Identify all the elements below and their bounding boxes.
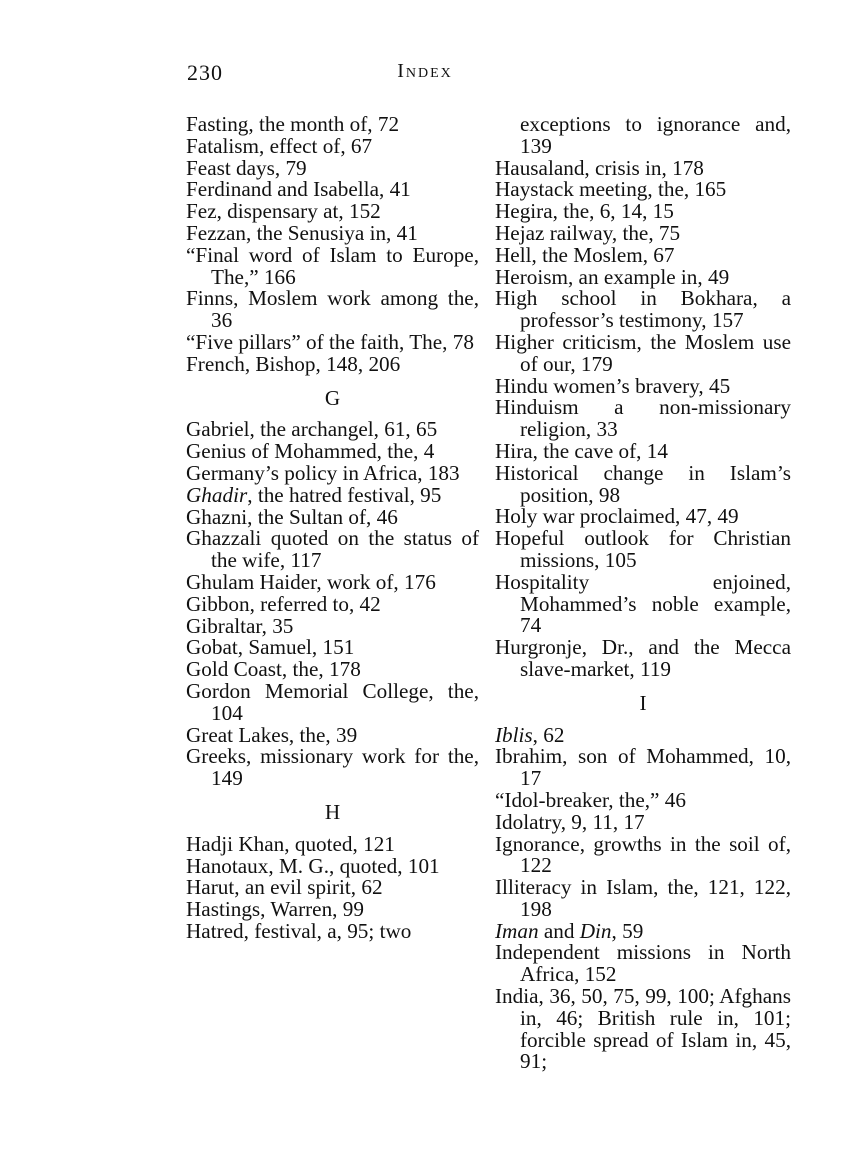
index-entry-text: Hurgronje, Dr., and the Mecca slave-market, 119 xyxy=(495,635,791,681)
index-entry xyxy=(186,329,479,354)
index-entry-text: , 59 xyxy=(611,918,644,943)
index-column-right xyxy=(495,114,791,1073)
index-entry xyxy=(495,242,791,267)
index-entry-text: Gold Coast, the, 178 xyxy=(186,657,361,682)
index-entry-text: Hausaland, crisis in, 178 xyxy=(495,155,704,180)
index-entry xyxy=(186,659,479,681)
index-term-italic: Iman xyxy=(495,918,539,943)
index-entry xyxy=(186,831,479,856)
index-entry-text: Fasting, the month of, 72 xyxy=(186,112,400,136)
index-entry-text: Ghazzali quoted on the status of the wife, 117 xyxy=(186,526,479,573)
index-entry-text: Hindu women’s bravery, 45 xyxy=(495,373,731,398)
section-letter: I xyxy=(639,690,647,715)
index-entry xyxy=(495,179,791,201)
index-entry-text: Germany’s policy in Africa, 183 xyxy=(186,460,460,485)
index-entry-text: Illiteracy in Islam, the, 121, 122, 198 xyxy=(495,875,791,921)
index-entry-text: “Idol-breaker, the,” 46 xyxy=(495,787,686,812)
page-header xyxy=(0,60,850,90)
index-entry xyxy=(186,133,479,158)
index-entry xyxy=(186,678,479,725)
index-entry xyxy=(186,746,479,790)
index-entry-text: Higher criticism, the Moslem use of our, 179 xyxy=(495,329,791,376)
index-entry-text: Hegira, the, 6, 14, 15 xyxy=(495,199,674,224)
index-term-italic: Din xyxy=(579,918,612,943)
index-entry-text: exceptions to ignorance and, 139 xyxy=(520,112,791,158)
index-entry-text: Gibbon, referred to, 42 xyxy=(186,591,381,616)
index-entry-text: Harut, an evil spirit, 62 xyxy=(186,875,383,900)
index-entry xyxy=(186,504,479,529)
index-entry xyxy=(495,809,791,834)
index-entry-text: Holy war proclaimed, 47, 49 xyxy=(495,504,739,529)
index-entry-text: Great Lakes, the, 39 xyxy=(186,722,358,747)
index-entry xyxy=(495,528,791,572)
index-entry xyxy=(186,591,479,616)
index-entry-text: Ferdinand and Isabella, 41 xyxy=(186,177,411,202)
index-entry-text: Finns, Moslem work among the, 36 xyxy=(186,286,479,333)
index-entry xyxy=(186,460,479,485)
index-entry-text: Hospitality enjoined, Mohammed’s noble example, 74 xyxy=(495,569,791,638)
index-entry xyxy=(495,201,791,223)
index-entry-text: Hejaz railway, the, 75 xyxy=(495,220,681,245)
index-entry-text: Hira, the cave of, 14 xyxy=(495,438,668,463)
index-entry xyxy=(495,877,791,921)
index-entry xyxy=(186,853,479,878)
index-entry xyxy=(186,419,479,441)
index-entry-text: Fatalism, effect of, 67 xyxy=(186,133,373,158)
index-entry-text: French, Bishop, 148, 206 xyxy=(186,351,401,376)
index-entry xyxy=(495,746,791,790)
index-entry xyxy=(186,637,479,659)
index-entry xyxy=(186,155,479,180)
index-entry xyxy=(495,506,791,528)
index-entry-text: Idolatry, 9, 11, 17 xyxy=(495,809,645,834)
section-letter: H xyxy=(324,799,341,824)
index-entry-text: Gordon Memorial College, the, 104 xyxy=(186,678,479,725)
index-entry xyxy=(186,877,479,899)
index-entry xyxy=(495,220,791,245)
index-entry-text: Gabriel, the archangel, 61, 65 xyxy=(186,417,438,442)
index-entry xyxy=(186,918,479,943)
index-entry-text: Feast days, 79 xyxy=(186,155,307,180)
index-entry-text: “Final word of Islam to Europe, The,” 166 xyxy=(186,242,479,289)
index-entry-text: Genius of Mohammed, the, 4 xyxy=(186,439,435,464)
index-entry-text: Ignorance, growths in the soil of, 122 xyxy=(495,831,791,878)
index-entry-text: Ghulam Haider, work of, 176 xyxy=(186,569,436,594)
index-entry xyxy=(495,722,791,747)
index-entry-text: High school in Bokhara, a professor’s testimony, 157 xyxy=(495,286,791,333)
index-entry xyxy=(186,569,479,594)
index-entry xyxy=(495,918,791,943)
index-entry-text: Ghazni, the Sultan of, 46 xyxy=(186,504,398,529)
index-entry-text: Fez, dispensary at, 152 xyxy=(186,199,381,224)
index-entry xyxy=(495,569,791,638)
index-entry xyxy=(186,114,479,136)
index-entry-text: Hopeful outlook for Christian missions, 105 xyxy=(495,526,791,572)
index-entry-text: Hatred, festival, a, 95; two xyxy=(186,918,412,943)
index-entry-text: and xyxy=(538,918,580,943)
index-entry-text: , the hatred festival, 95 xyxy=(247,482,442,507)
index-entry xyxy=(495,288,791,332)
index-entry-text: Hinduism a non-missionary religion, 33 xyxy=(495,395,791,442)
index-entry xyxy=(186,899,479,921)
index-entry-text: Ibrahim, son of Mohammed, 10, 17 xyxy=(495,744,791,791)
index-entry xyxy=(186,179,479,201)
index-entry xyxy=(186,441,479,463)
index-entry xyxy=(186,351,479,376)
index-entry xyxy=(495,637,791,681)
index-entry xyxy=(186,722,479,747)
section-letter: G xyxy=(324,385,341,410)
index-entry xyxy=(186,528,479,572)
index-entry xyxy=(495,397,791,441)
index-entry xyxy=(495,155,791,180)
index-entry-continuation xyxy=(495,114,791,158)
index-entry xyxy=(186,201,479,223)
index-term-italic: Iblis xyxy=(495,722,533,747)
index-entry xyxy=(186,613,479,638)
index-entry xyxy=(495,329,791,376)
index-entry-text: “Five pillars” of the faith, The, 78 xyxy=(186,329,474,354)
index-entry-text: India, 36, 50, 75, 99, 100; Afghans in, 46; British rule in, 101; forcible spread of Islam in, 45, 91; xyxy=(495,984,791,1074)
index-entry xyxy=(495,264,791,289)
index-entry-text: Hastings, Warren, 99 xyxy=(186,897,364,922)
index-entry xyxy=(495,373,791,398)
index-entry-text: Haystack meeting, the, 165 xyxy=(495,177,727,202)
index-entry-text: Hanotaux, M. G., quoted, 101 xyxy=(186,853,440,878)
index-entry-text: Gobat, Samuel, 151 xyxy=(186,635,355,660)
index-entry xyxy=(495,438,791,463)
index-column-left xyxy=(186,114,479,943)
index-term-italic: Ghadir xyxy=(186,482,248,507)
page-number: 230 xyxy=(187,60,223,85)
index-entry xyxy=(495,460,791,507)
index-entry xyxy=(186,220,479,245)
running-head: Index xyxy=(397,60,453,82)
index-entry xyxy=(186,288,479,332)
index-entry-text: Heroism, an example in, 49 xyxy=(495,264,730,289)
index-entry xyxy=(495,942,791,986)
index-entry-text: Hadji Khan, quoted, 121 xyxy=(186,831,395,856)
index-entry xyxy=(495,787,791,812)
index-entry-text: Greeks, missionary work for the, 149 xyxy=(186,744,479,791)
index-entry xyxy=(495,986,791,1073)
index-entry-text: Hell, the Moslem, 67 xyxy=(495,242,675,267)
index-entry-text: , 62 xyxy=(532,722,565,747)
index-entry xyxy=(186,482,479,507)
index-entry xyxy=(186,242,479,289)
index-entry-text: Independent missions in North Africa, 152 xyxy=(495,940,791,987)
index-entry-text: Gibraltar, 35 xyxy=(186,613,294,638)
index-entry xyxy=(495,831,791,878)
index-entry-text: Historical change in Islam’s position, 98 xyxy=(495,460,791,507)
index-entry-text: Fezzan, the Senusiya in, 41 xyxy=(186,220,418,245)
